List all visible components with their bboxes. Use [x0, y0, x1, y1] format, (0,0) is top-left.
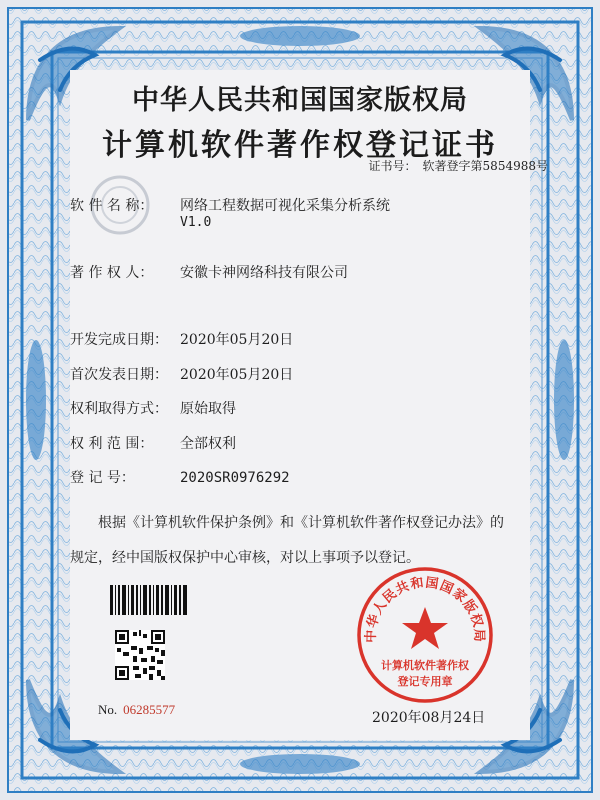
field-value: 安徽卡神网络科技有限公司 [180, 265, 348, 281]
field-label: 开发完成日期： [70, 332, 168, 348]
field-value: 原始取得 [180, 401, 236, 417]
field-value: 全部权利 [180, 436, 236, 452]
serial-value: 06285577 [123, 702, 176, 717]
qr-code-image [115, 630, 165, 680]
field-publication-date [70, 364, 293, 384]
field-value: 2020年05月20日 [180, 367, 294, 383]
field-acquisition-method [70, 398, 236, 418]
issuer-title: 中华人民共和国国家版权局 [132, 85, 468, 116]
field-rights-scope [70, 433, 236, 453]
field-label: 权 利 范 围： [70, 436, 154, 452]
barcode-image [110, 585, 188, 615]
certificate-number [363, 157, 548, 174]
field-software-name [70, 195, 390, 215]
field-copyright-owner [70, 262, 348, 282]
field-label: 著 作 权 人： [70, 265, 154, 281]
software-version: V1.0 [180, 215, 212, 230]
statement-line-1: 根据《计算机软件保护条例》和《计算机软件著作权登记办法》的 [98, 515, 504, 531]
statement-line-2: 规定，经中国版权保护中心审核，对以上事项予以登记。 [70, 550, 420, 566]
serial-label: No. [98, 702, 118, 717]
field-label: 权利取得方式： [70, 401, 168, 417]
field-label: 软 件 名 称： [70, 198, 154, 214]
field-registration-number [70, 467, 290, 487]
field-label: 登 记 号： [70, 470, 135, 486]
seal-ring-text: 中华人民共和国国家版权局 [363, 575, 487, 643]
field-completion-date [70, 329, 293, 349]
star-icon [402, 607, 448, 649]
field-label: 首次发表日期： [70, 367, 168, 383]
field-value: 2020年05月20日 [180, 332, 294, 348]
field-value: 网络工程数据可视化采集分析系统 [180, 198, 390, 214]
certificate-number-label: 证书号： [368, 159, 417, 173]
serial-number [98, 702, 175, 718]
issue-date: 2020年08月24日 [372, 710, 486, 726]
official-seal [355, 565, 495, 705]
certificate-title: 计算机软件著作权登记证书 [102, 128, 498, 163]
seal-inner-line-2: 登记专用章 [397, 675, 453, 688]
certificate-number-value: 软著登字第5854988号 [422, 159, 548, 173]
field-value: 2020SR0976292 [180, 470, 290, 486]
seal-inner-line-1: 计算机软件著作权 [381, 659, 469, 672]
